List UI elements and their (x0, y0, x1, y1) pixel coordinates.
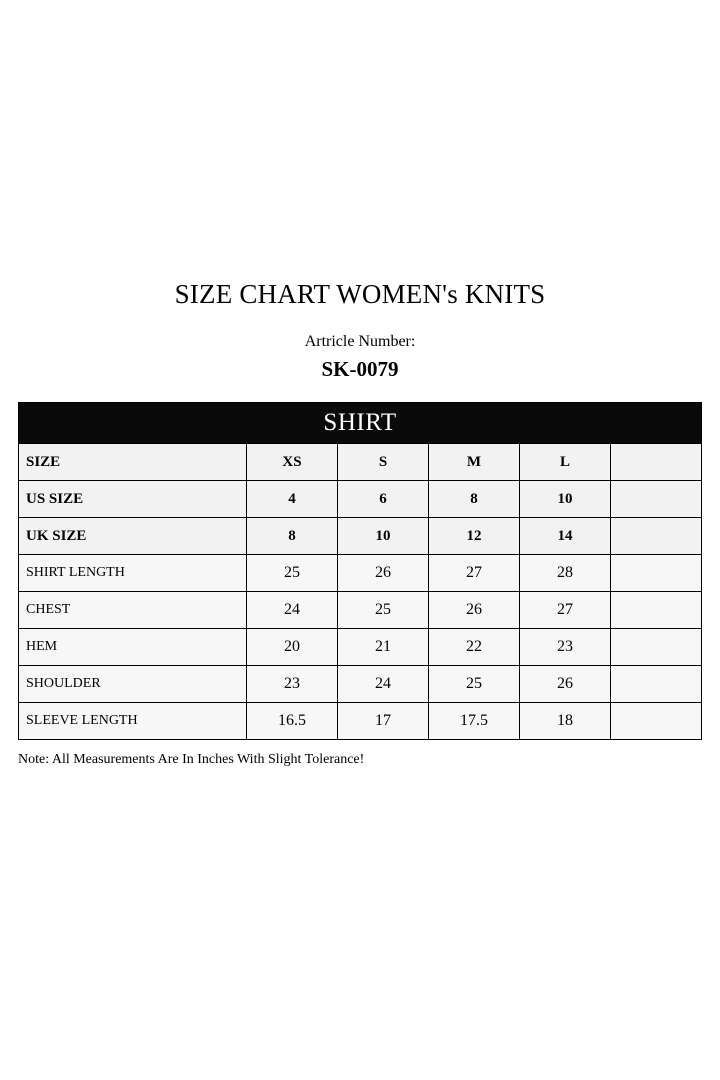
cell-value: 17.5 (429, 703, 520, 740)
table-row (19, 666, 702, 703)
size-chart-table (18, 402, 702, 740)
row-label: CHEST (19, 592, 247, 629)
cell-value: 18 (520, 703, 611, 740)
cell-value: 27 (520, 592, 611, 629)
cell-value: 25 (338, 592, 429, 629)
table-row (19, 555, 702, 592)
cell-value: 10 (338, 518, 429, 555)
cell-value-empty (611, 592, 702, 629)
cell-value: 26 (429, 592, 520, 629)
cell-value: 6 (338, 481, 429, 518)
cell-value: 23 (247, 666, 338, 703)
article-number-label: Artricle Number: (304, 332, 416, 350)
cell-value-empty (611, 555, 702, 592)
cell-value: 26 (520, 666, 611, 703)
table-row-us-size (19, 481, 702, 518)
cell-value-empty (611, 703, 702, 740)
cell-value: 12 (429, 518, 520, 555)
cell-value: 27 (429, 555, 520, 592)
cell-value-empty (611, 518, 702, 555)
cell-value: 14 (520, 518, 611, 555)
cell-value: 25 (429, 666, 520, 703)
cell-value-empty (611, 629, 702, 666)
row-label: UK SIZE (19, 518, 247, 555)
table-row-size (19, 444, 702, 481)
cell-value: 24 (247, 592, 338, 629)
cell-value: 28 (520, 555, 611, 592)
cell-value: 25 (247, 555, 338, 592)
row-label: US SIZE (19, 481, 247, 518)
garment-type-banner: SHIRT (19, 403, 702, 444)
cell-value: 8 (247, 518, 338, 555)
table-row (19, 629, 702, 666)
cell-value: 8 (429, 481, 520, 518)
cell-value-empty (611, 481, 702, 518)
cell-value-empty (611, 666, 702, 703)
cell-value: 21 (338, 629, 429, 666)
cell-value: 22 (429, 629, 520, 666)
row-label: SHIRT LENGTH (19, 555, 247, 592)
cell-value: S (338, 444, 429, 481)
cell-value: 4 (247, 481, 338, 518)
cell-value: 10 (520, 481, 611, 518)
cell-value-empty (611, 444, 702, 481)
table-banner-row (19, 403, 702, 444)
cell-value: XS (247, 444, 338, 481)
table-row (19, 703, 702, 740)
cell-value: 17 (338, 703, 429, 740)
page-title: SIZE CHART WOMEN's KNITS (174, 279, 546, 309)
article-number-value: SK-0079 (321, 356, 399, 381)
table-row-uk-size (19, 518, 702, 555)
size-chart-content (18, 280, 702, 768)
measurement-note: Note: All Measurements Are In Inches With Slight Tolerance! (18, 752, 365, 768)
cell-value: 26 (338, 555, 429, 592)
cell-value: M (429, 444, 520, 481)
cell-value: 23 (520, 629, 611, 666)
row-label: HEM (19, 629, 247, 666)
row-label: SLEEVE LENGTH (19, 703, 247, 740)
cell-value: 20 (247, 629, 338, 666)
cell-value: L (520, 444, 611, 481)
row-label: SHOULDER (19, 666, 247, 703)
cell-value: 16.5 (247, 703, 338, 740)
table-row (19, 592, 702, 629)
row-label: SIZE (19, 444, 247, 481)
cell-value: 24 (338, 666, 429, 703)
